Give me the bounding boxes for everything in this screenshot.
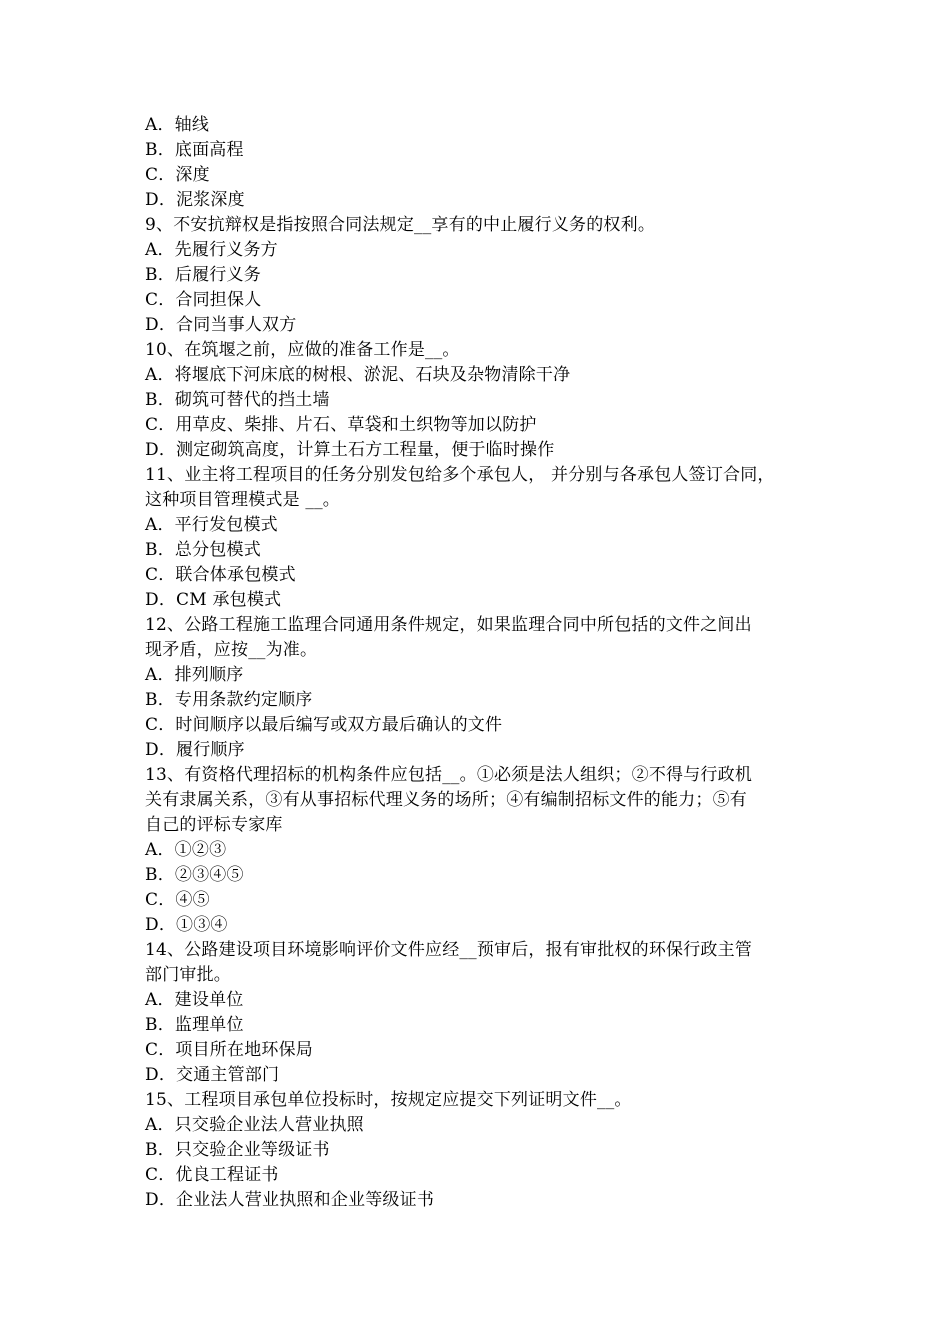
text-line: D．测定砌筑高度，计算土石方工程量，便于临时操作 [145, 440, 555, 460]
text-line: A．只交验企业法人营业执照 [145, 1115, 364, 1135]
question-line: 13、有资格代理招标的机构条件应包括__。①必须是法人组织；②不得与行政机 [145, 765, 753, 785]
text-line: A．建设单位 [145, 990, 244, 1010]
text-line: A．轴线 [145, 115, 210, 135]
text-line: D．①③④ [145, 915, 228, 935]
text-line: B．底面高程 [145, 140, 244, 160]
question-line: 9、不安抗辩权是指按照合同法规定__享有的中止履行义务的权利。 [145, 215, 656, 235]
question-line: 关有隶属关系，③有从事招标代理义务的场所；④有编制招标文件的能力；⑤有 [145, 790, 747, 810]
text-line: B．监理单位 [145, 1015, 244, 1035]
text-line: C．联合体承包模式 [145, 565, 296, 585]
text-line: D．CM 承包模式 [145, 590, 282, 610]
question-line: 10、在筑堰之前，应做的准备工作是__。 [145, 340, 460, 360]
text-line: C．时间顺序以最后编写或双方最后确认的文件 [145, 715, 503, 735]
text-line: B．总分包模式 [145, 540, 261, 560]
text-line: A．排列顺序 [145, 665, 244, 685]
question-line: 11、业主将工程项目的任务分别发包给多个承包人， 并分别与各承包人签订合同， [145, 465, 775, 485]
text-line: B．专用条款约定顺序 [145, 690, 313, 710]
text-line: C．项目所在地环保局 [145, 1040, 314, 1060]
question-line: 14、公路建设项目环境影响评价文件应经__预审后，报有审批权的环保行政主管 [145, 940, 753, 960]
text-line: C．优良工程证书 [145, 1165, 279, 1185]
text-line: B．只交验企业等级证书 [145, 1140, 330, 1160]
question-line: 部门审批。 [145, 965, 231, 985]
text-line: C．合同担保人 [145, 290, 262, 310]
text-line: B．后履行义务 [145, 265, 261, 285]
text-line: D．泥浆深度 [145, 190, 245, 210]
text-line: C．深度 [145, 165, 210, 185]
text-line: D．交通主管部门 [145, 1065, 280, 1085]
document-page [145, 113, 815, 1213]
text-line: A．将堰底下河床底的树根、淤泥、石块及杂物清除干净 [145, 365, 571, 385]
question-line: 现矛盾，应按__为准。 [145, 640, 318, 660]
text-line: A．平行发包模式 [145, 515, 278, 535]
text-line: C．用草皮、柴排、片石、草袋和土织物等加以防护 [145, 415, 537, 435]
question-line: 这种项目管理模式是 __。 [145, 490, 341, 510]
text-line: C．④⑤ [145, 890, 210, 910]
question-line: 15、工程项目承包单位投标时，按规定应提交下列证明文件__。 [145, 1090, 632, 1110]
text-line: A．①②③ [145, 840, 227, 860]
text-line: D．履行顺序 [145, 740, 245, 760]
text-line: A．先履行义务方 [145, 240, 278, 260]
text-line: B．②③④⑤ [145, 865, 244, 885]
question-line: 自己的评标专家库 [145, 815, 283, 835]
text-line: B．砌筑可替代的挡土墙 [145, 390, 330, 410]
text-line: D．合同当事人双方 [145, 315, 297, 335]
question-line: 12、公路工程施工监理合同通用条件规定，如果监理合同中所包括的文件之间出 [145, 615, 752, 635]
text-line: D．企业法人营业执照和企业等级证书 [145, 1190, 435, 1210]
